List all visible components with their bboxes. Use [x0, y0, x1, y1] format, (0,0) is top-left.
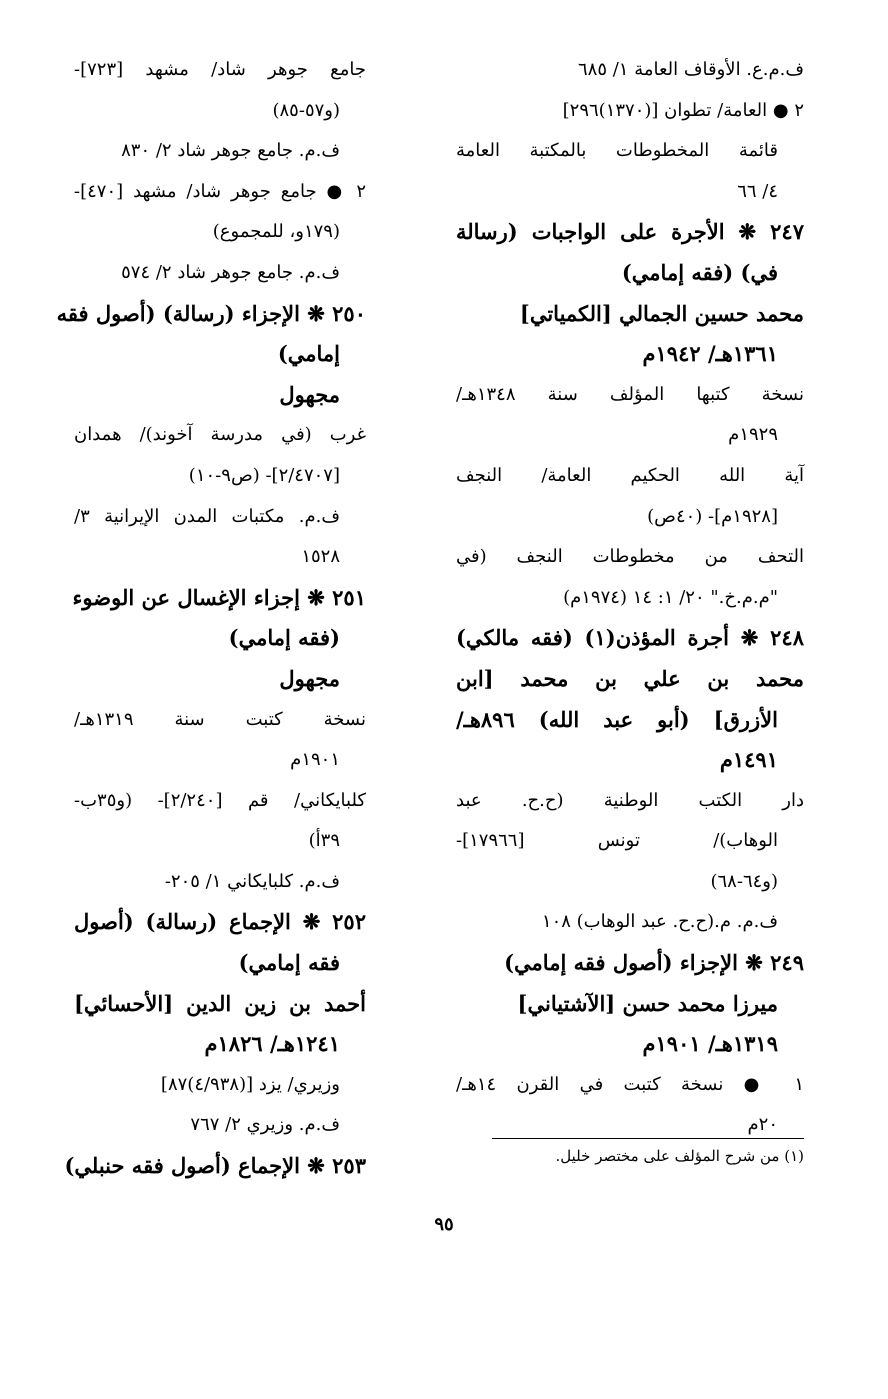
line: ٤/ ٦٦	[737, 180, 778, 202]
entry-heading: ٢٥٠ ❋ الإجزاء (رسالة) (أصول فقه	[56, 300, 366, 326]
entry-heading: ٢٤٨ ❋ أجرة المؤذن(١) (فقه مالكي)	[456, 625, 804, 651]
line: [١٩٢٨م]- (٤٠ص)	[647, 505, 778, 527]
left-column	[56, 50, 366, 1187]
line: (١٧٩و، للمجموع)	[212, 221, 340, 243]
author-name: الأزرق] (أبو عبد الله) ٨٩٦هـ/	[456, 706, 778, 732]
entry-heading: ٢٤٧ ❋ الأجرة على الواجبات (رسالة	[456, 219, 804, 245]
line: [٢/٤٧٠٧]- (ص٩-١٠)	[188, 464, 340, 486]
line: ف.م. كلبايكاني ١/ ٢٠٥-	[164, 870, 340, 892]
line: التحف من مخطوطات النجف (في	[456, 546, 804, 568]
entry-heading: إمامي)	[277, 341, 340, 367]
line: وزيري/ يزد [(٤/٩٣٨)٨٧]	[160, 1073, 340, 1095]
line: ف.م. وزيري ٢/ ٧٦٧	[190, 1114, 340, 1136]
line: الوهاب)/ تونس [١٧٩٦٦]-	[456, 830, 778, 852]
line: دار الكتب الوطنية (ح.ح. عبد	[456, 789, 804, 811]
line: نسخة كتبها المؤلف سنة ١٣٤٨هـ/	[456, 383, 804, 405]
author-dates: ١٢٤١هـ/ ١٨٢٦م	[204, 1031, 340, 1057]
line: جامع جوهر شاد/ مشهد [٧٢٣]-	[74, 59, 366, 80]
line: ١٥٢٨	[301, 546, 340, 568]
footnote: (١) من شرح المؤلف على مختصر خليل.	[555, 1147, 804, 1165]
author-name: مجهول	[279, 665, 340, 691]
entry-heading: ٢٤٩ ❋ الإجزاء (أصول فقه إمامي)	[504, 950, 804, 976]
author-name: محمد حسين الجمالي [الكمياتي]	[519, 300, 804, 326]
entry-heading: في) (فقه إمامي)	[621, 259, 778, 285]
line: ٢٠م	[747, 1114, 778, 1136]
entry-heading: (فقه إمامي)	[228, 625, 340, 651]
line: ف.م. مكتبات المدن الإيرانية ٣/	[74, 505, 340, 527]
line: ف.م. جامع جوهر شاد ٢/ ٨٣٠	[121, 140, 340, 162]
line: قائمة المخطوطات بالمكتبة العامة	[456, 140, 778, 162]
line: ف.م.ع. الأوقاف العامة ١/ ٦٨٥	[577, 59, 804, 80]
entry-heading: فقه إمامي)	[238, 950, 340, 976]
author-name: ميرزا محمد حسن [الآشتياني]	[517, 990, 778, 1016]
line: ف.م. م.(ح.ح. عبد الوهاب) ١٠٨	[541, 911, 778, 933]
line: ٣٩أ)	[308, 830, 340, 852]
line: كلبايكاني/ قم [٢/٢٤٠]- (و٣٥ب-	[74, 789, 366, 811]
line: ١ ● نسخة كتبت في القرن ١٤هـ/	[456, 1073, 804, 1095]
line: ٢ ● جامع جوهر شاد/ مشهد [٤٧٠]-	[74, 180, 366, 202]
line: ٢ ● العامة/ تطوان [(١٣٧٠)٢٩٦]	[562, 99, 804, 121]
line: ف.م. جامع جوهر شاد ٢/ ٥٧٤	[121, 261, 340, 283]
line: آية الله الحكيم العامة/ النجف	[456, 464, 804, 486]
footnote-rule	[492, 1138, 804, 1139]
entry-heading: ٢٥٣ ❋ الإجماع (أصول فقه حنبلي)	[64, 1153, 366, 1179]
line: "م.م.خ." ٢٠/ ١: ١٤ (١٩٧٤م)	[563, 586, 778, 608]
right-column	[456, 50, 804, 1146]
author-dates: ١٣١٩هـ/ ١٩٠١م	[642, 1031, 778, 1057]
entry-heading: ٢٥٢ ❋ الإجماع (رسالة) (أصول	[74, 909, 366, 935]
author-name: أحمد بن زين الدين [الأحسائي]	[74, 990, 366, 1016]
author-name: مجهول	[279, 381, 340, 407]
author-dates: ١٤٩١م	[719, 747, 778, 773]
line: ١٩٠١م	[290, 749, 340, 771]
page-number: ٩٥	[434, 1214, 454, 1235]
author-name: محمد بن علي بن محمد [ابن	[456, 665, 804, 691]
line: نسخة كتبت سنة ١٣١٩هـ/	[74, 708, 366, 730]
line: غرب (في مدرسة آخوند)/ همدان	[74, 424, 366, 446]
entry-heading: ٢٥١ ❋ إجزاء الإغسال عن الوضوء	[72, 584, 366, 610]
line: ١٩٢٩م	[728, 424, 778, 446]
line: (و٦٤-٦٨)	[710, 870, 778, 892]
author-dates: ١٣٦١هـ/ ١٩٤٢م	[642, 341, 778, 367]
line: (و٥٧-٨٥)	[272, 99, 340, 121]
